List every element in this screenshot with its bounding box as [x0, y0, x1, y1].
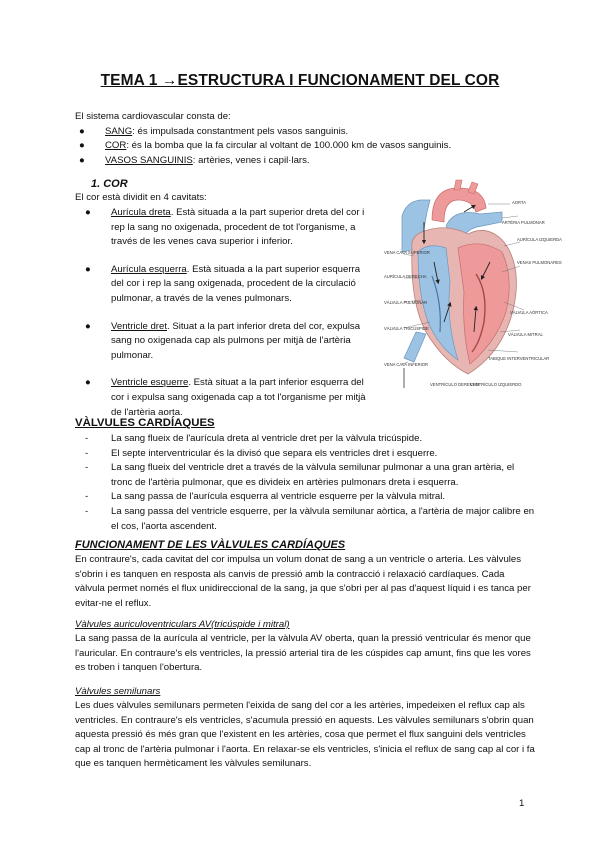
list-item: ● Aurícula dreta. Està situada a la part superior dreta del cor i rep la sang no oxigenada, procedent de tot l'organisme, a través de les venes cava superior i inferior. [85, 207, 365, 248]
list-item: ● Aurícula esquerra. Està situada a la part superior esquerra del cor i rep la sang oxigenada, procedent de la circulació pulmonar, a través de la venes pulmonars. [85, 263, 361, 304]
list-item: ● Ventricle dret. Situat a la part inferior dreta del cor, expulsa sang no oxigenada cap als pulmons per mitjà de l'artèria pulmonar. [85, 320, 361, 361]
valvules-list [85, 432, 536, 534]
label-vena-cava-superior: VENA CAVA SUPERIOR [384, 250, 430, 255]
section-heading-funcionament: FUNCIONAMENT DE LES VÀLVULES CARDÍAQUES [75, 539, 346, 551]
label-ventriculo-derecho: VENTRÍCULO DERECHO [430, 382, 480, 387]
list-item: - La sang flueix del ventricle dret a través de la vàlvula semilunar pulmonar a una gran artèria, el tronc de l'artèria pulmonar, que es divideix en artèries pulmonars dreta i esquerra. [85, 462, 515, 488]
list-item: ● VASOS SANGUINIS: artèries, venes i capil·lars. [79, 154, 310, 166]
section-heading-valvules: VÀLVULES CARDÍAQUES [75, 417, 215, 429]
intro-lead: El sistema cardiovascular consta de: [75, 111, 231, 122]
list-item: - La sang flueix de l'aurícula dreta al ventricle dret per la vàlvula tricúspide. [85, 433, 423, 444]
list-item: - El septe interventricular és la divisó que separa els ventricles dret i esquerre. [85, 447, 438, 459]
semilunars-paragraph: Les dues vàlvules semilunars permeten l'eixida de sang del cor a les artèries, impedeixen el reflux cap als ventricles. En contraure's els ventricles, s'acumula pressió en aquests. Les vàlvules semilunars s'obrin quan aquesta pressió és més gran que l'existent en les artèries, cosa que permet el flux sanguini dels ventricles cap al tronc de l'artèria pulmonar i l'aorta. En relaxar-se els ventricles, s'inicia el reflux de sang cap al cor i fa que es tanquen hermèticament les vàlvules semilunars. [75, 700, 535, 770]
label-arteria-pulmonar: ARTÈRIA PULMONAR [502, 220, 545, 225]
funcionament-paragraph: En contraure's, cada cavitat del cor impulsa un volum donat de sang a un ventricle o arteria. Les vàlvules s'obrin i es tanquen en resposta als canvis de pressió amb la contracció i relaxació cardíaques. Cada vàlvula permet només el flux unidireccional de la sang, ja que s'obri per al pas d'aquest líquid i es tanca per evitar-ne el reflux. [75, 554, 531, 609]
list-item: - La sang passa del ventricle esquerre, per la vàlvula semilunar aòrtica, a l'artèria de major calibre en el cos, l'aorta ascendent. [85, 505, 535, 532]
intro-section [75, 110, 535, 168]
cor-list [85, 206, 367, 420]
list-item: ● Ventricle esquerre. Està situat a la part inferior esquerra del cor i expulsa sang oxigenada cap a tot l'organisme per mitjà de l'artèria aorta. [85, 377, 366, 418]
label-valvula-pulmonar: VÁLVULA PULMONAR [384, 300, 428, 305]
label-valvula-aortica: VÁLVULA AÓRTICA [510, 310, 548, 315]
av-paragraph: La sang passa de la aurícula al ventricle, per la vàlvula AV oberta, quan la pressió ventricular és menor que l'auricular. En contraure's els ventricles, la pressió arterial tira de les cúspides cap amunt, fins que les vores es troben i tanquen l'obertura. [75, 633, 531, 674]
label-valvula-tricuspide: VÁLVULA TRICÚSPIDE [384, 326, 429, 331]
label-venas-pulmonares: VENAS PULMONARES [517, 260, 562, 265]
label-aorta: AORTA [512, 200, 527, 205]
heart-diagram [384, 182, 562, 394]
label-auricula-izquierda: AURÍCULA IZQUIERDA [517, 237, 562, 242]
label-vena-cava-inferior: VENA CAVA INFERIOR [384, 362, 429, 367]
list-item: ● COR: és la bomba que la fa circular al voltant de 100.000 km de vasos sanguinis. [79, 140, 452, 152]
label-auricula-derecha: AURÍCULA DERECHA [384, 274, 427, 279]
subheading-semilunars: Vàlvules semilunars [75, 686, 161, 697]
label-valvula-mitral: VÁLVULA MITRAL [508, 332, 543, 337]
cor-lead: El cor està dividit en 4 cavitats: [75, 192, 207, 203]
label-tabique-interventricular: TABIQUE INTERVENTRICULAR [488, 356, 550, 361]
label-ventriculo-izquierdo: VENTRÍCULO IZQUIERDO [470, 382, 522, 387]
list-item: ● SANG: és impulsada constantment pels vasos sanguinis. [79, 125, 349, 137]
page-number: 1 [519, 798, 525, 809]
page-title: TEMA 1 →ESTRUCTURA I FUNCIONAMENT DEL COR [100, 72, 500, 89]
intro-list [79, 125, 535, 169]
subheading-av: Vàlvules auriculoventriculars AV(tricúspide i mitral) [75, 619, 290, 630]
section-heading-cor: 1. COR [91, 178, 128, 190]
list-item: - La sang passa de l'aurícula esquerra al ventricle esquerre per la vàlvula mitral. [85, 491, 446, 503]
